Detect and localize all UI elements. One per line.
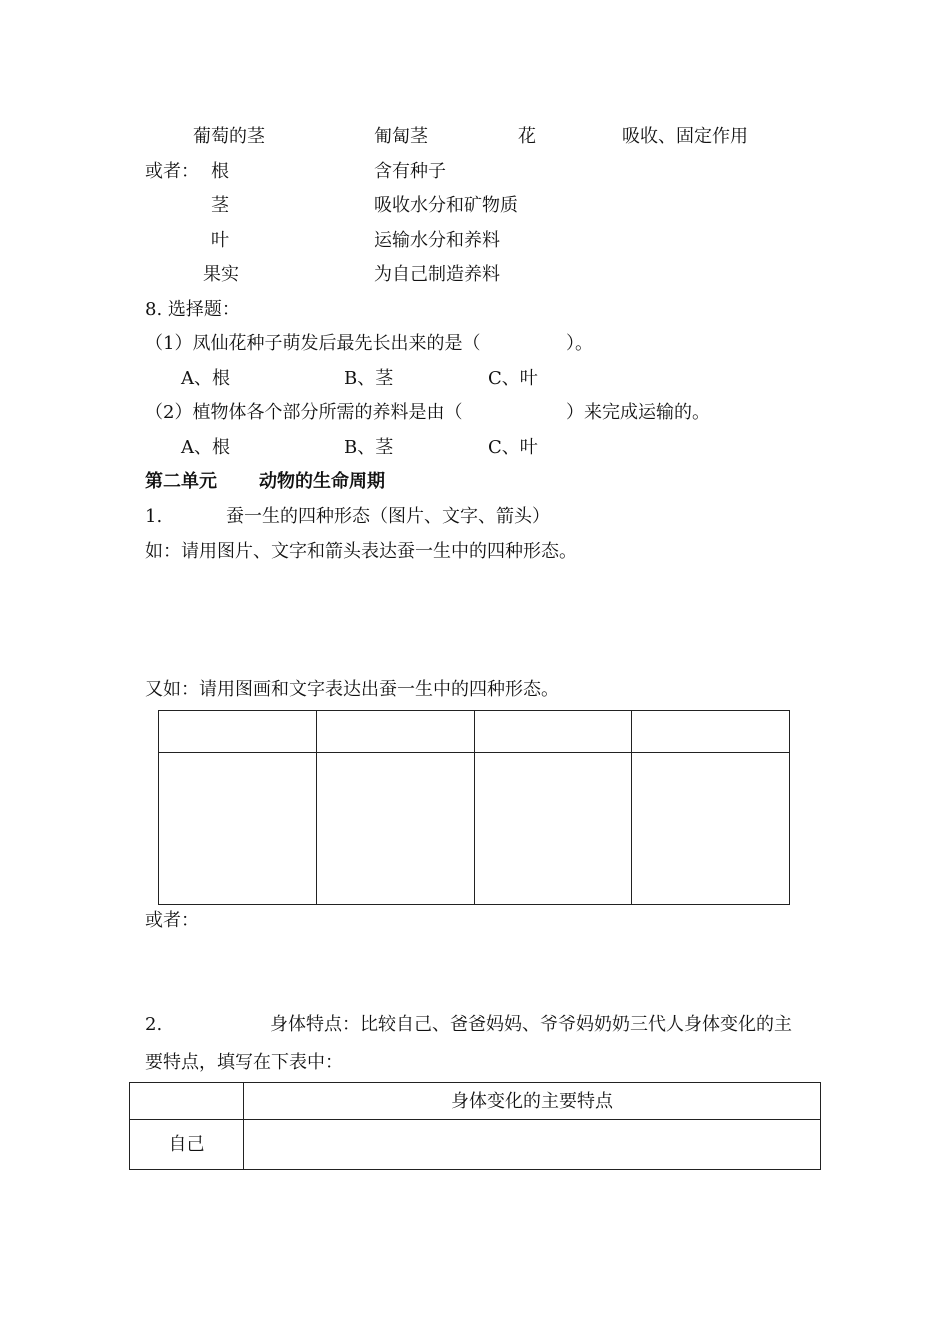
match-part-1c: 花 (518, 126, 536, 147)
item1-text: 蚕一生的四种形态（图片、文字、箭头） (226, 506, 550, 527)
match-part-2: 根 (211, 161, 229, 182)
unit-title: 动物的生命周期 (259, 471, 385, 492)
example2: 又如：请用图画和文字表达出蚕一生中的四种形态。 (145, 679, 559, 700)
stage-label-cell-4[interactable] (632, 711, 790, 753)
unit-heading: 第二单元 (145, 471, 217, 492)
item2-line2: 要特点，填写在下表中： (145, 1052, 343, 1073)
stage-drawing-cell-2[interactable] (316, 753, 474, 905)
item2-line1: 身体特点：比较自己、爸爸妈妈、爷爷妈奶奶三代人身体变化的主 (270, 1014, 792, 1035)
table-row-self-input[interactable] (244, 1120, 821, 1170)
match-func-2: 含有种子 (374, 161, 446, 182)
table-row-self-label: 自己 (130, 1120, 244, 1170)
or-label: 或者： (145, 910, 199, 931)
table-header-blank (130, 1083, 244, 1120)
stage-label-cell-3[interactable] (474, 711, 632, 753)
match-prefix: 或者： (145, 161, 199, 182)
q8-2-close: ）来完成运输的。 (566, 402, 710, 423)
match-part-5: 果实 (203, 264, 239, 285)
match-func-3: 吸收水分和矿物质 (374, 195, 518, 216)
q8-2-stem: （2）植物体各个部分所需的养料是由（ (145, 402, 463, 423)
match-part-4: 叶 (211, 230, 229, 251)
stage-drawing-cell-3[interactable] (474, 753, 632, 905)
stage-drawing-cell-1[interactable] (159, 753, 317, 905)
q8-1-option-a: A、根 (181, 368, 230, 389)
q8-title: 8. 选择题： (145, 299, 240, 320)
match-func-1: 吸收、固定作用 (622, 126, 748, 147)
item1-number: 1. (145, 506, 163, 527)
q8-2-option-c: C、叶 (488, 437, 538, 458)
stage-drawing-cell-4[interactable] (632, 753, 790, 905)
stage-label-cell-2[interactable] (316, 711, 474, 753)
match-part-1b: 匍匐茎 (374, 126, 428, 147)
match-func-5: 为自己制造养料 (374, 264, 500, 285)
q8-1-stem: （1）凤仙花种子萌发后最先长出来的是（ (145, 333, 481, 354)
q8-2-option-a: A、根 (181, 437, 230, 458)
q8-1-option-c: C、叶 (488, 368, 538, 389)
silkworm-stage-table (158, 710, 790, 905)
q8-1-close: ）。 (566, 333, 593, 354)
body-change-table (129, 1082, 821, 1170)
stage-label-cell-1[interactable] (159, 711, 317, 753)
item2-number: 2. (145, 1014, 163, 1035)
match-part-3: 茎 (211, 195, 229, 216)
match-part-1: 葡萄的茎 (193, 126, 265, 147)
match-func-4: 运输水分和养料 (374, 230, 500, 251)
q8-1-option-b: B、茎 (344, 368, 394, 389)
example1: 如：请用图片、文字和箭头表达蚕一生中的四种形态。 (145, 541, 577, 562)
table-header-feature: 身体变化的主要特点 (244, 1083, 821, 1120)
q8-2-option-b: B、茎 (344, 437, 394, 458)
